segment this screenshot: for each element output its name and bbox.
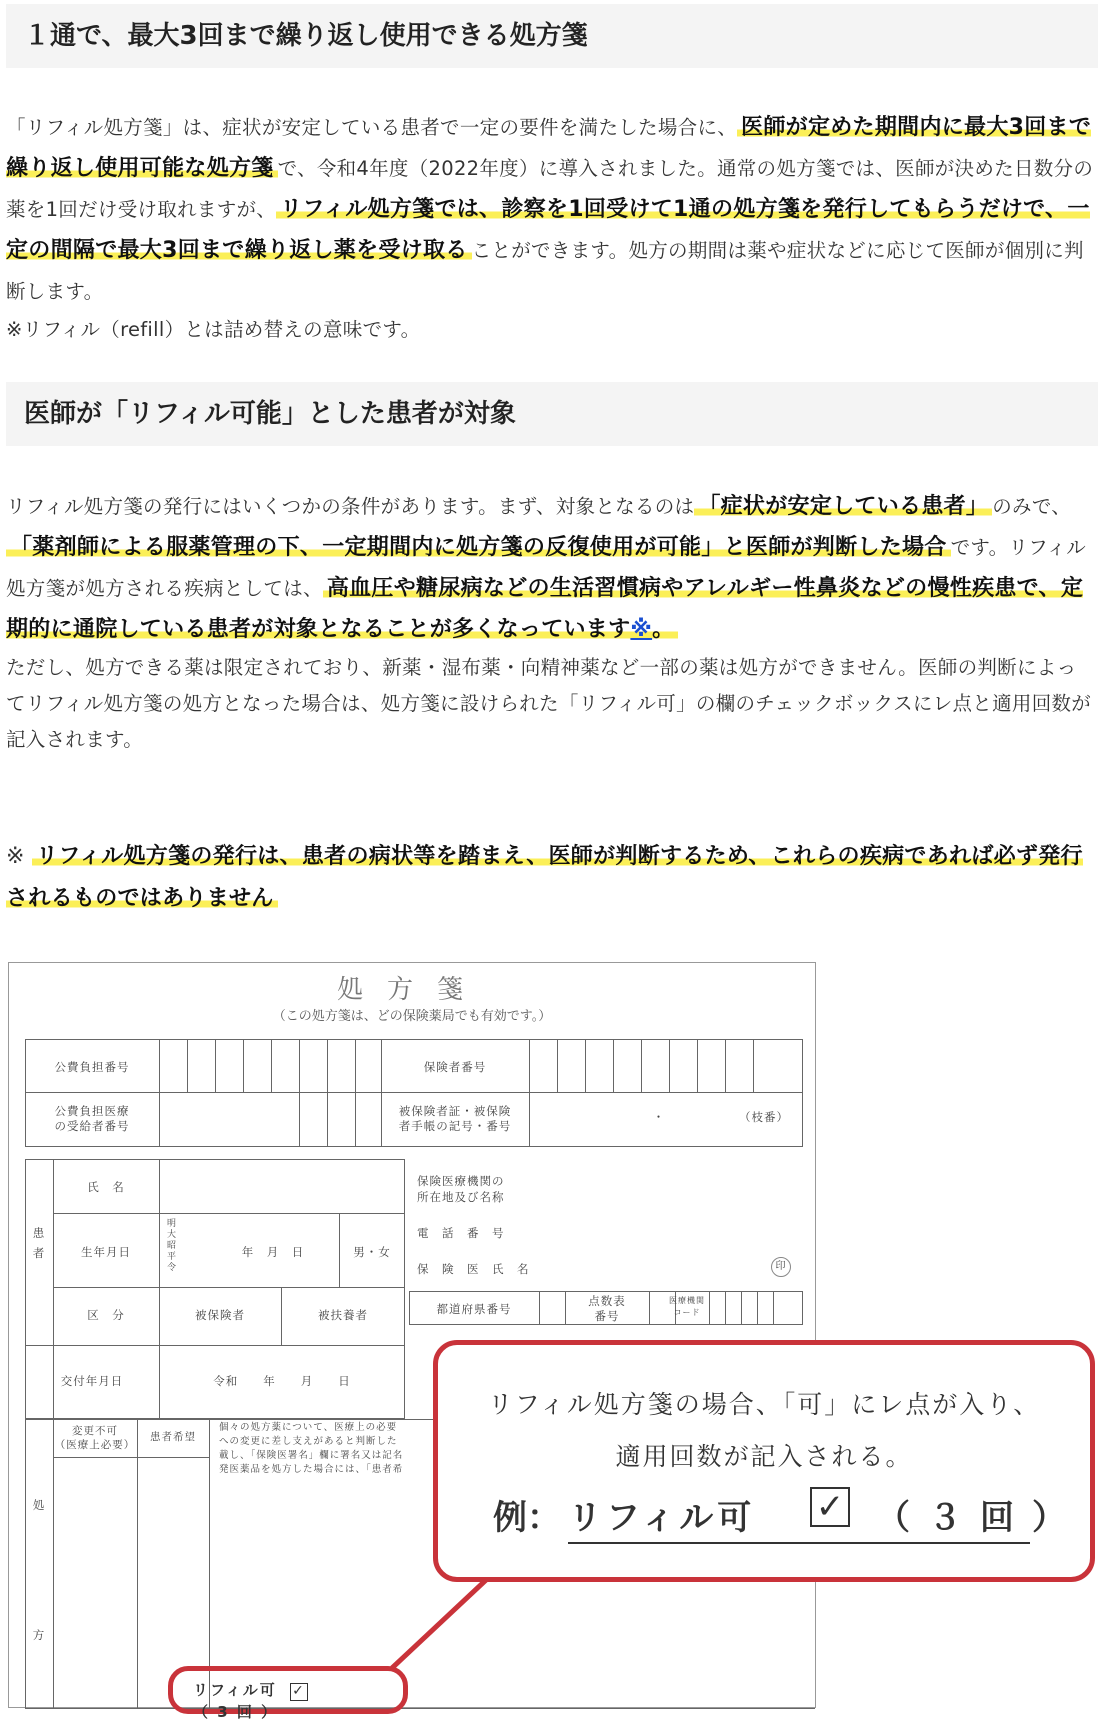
separator-dot: ・ bbox=[652, 1110, 666, 1124]
refill-small-count: （ 3 回 ） bbox=[193, 1703, 279, 1721]
callout-example-label: 例： bbox=[493, 1498, 561, 1538]
refill-small-label: リフィル可 bbox=[193, 1681, 277, 1699]
patient-request-label: 患者希望 bbox=[150, 1431, 196, 1443]
refill-small-checkbox: ✓ bbox=[290, 1683, 308, 1701]
text: 高血圧や糖尿病などの生活習慣病やアレルギー性鼻炎などの慢性疾患で、定期的に通院している患者が対象となることが多くなっています bbox=[6, 576, 1084, 642]
recipient-number-label-1: 公費負担医療 bbox=[54, 1104, 130, 1118]
rx-instruction-line: 載し、「保険医署名」欄に署名又は記名 bbox=[219, 1450, 404, 1461]
text: リフィル処方箋の発行にはいくつかの条件があります。まず、対象となるのは bbox=[6, 495, 695, 518]
check-icon: ✓ bbox=[810, 1487, 850, 1527]
section-heading-eligibility: 医師が「リフィル可能」とした患者が対象 bbox=[6, 382, 1098, 446]
text: 「リフィル処方箋」は、症状が安定している患者で一定の要件を満たした場合に、 bbox=[6, 116, 738, 139]
text: のみで、 bbox=[992, 495, 1072, 518]
rx-instruction-line: への変更に差し支えがあると判断した bbox=[219, 1436, 398, 1447]
no-change-label-2: （医療上必要） bbox=[54, 1439, 136, 1451]
rx-instruction-line: 発医薬品を処方した場合には、「患者希 bbox=[219, 1464, 404, 1475]
text: ※ bbox=[6, 844, 25, 869]
score-table-label-1: 点数表 bbox=[588, 1294, 626, 1308]
text: 。 bbox=[652, 617, 675, 642]
phone-label: 電 話 番 号 bbox=[417, 1226, 505, 1240]
institution-label-1: 保険医療機関の bbox=[417, 1174, 505, 1188]
no-change-label-1: 変更不可 bbox=[72, 1425, 118, 1437]
callout-refill-text: リフィル可 bbox=[568, 1498, 756, 1538]
refill-callout bbox=[433, 1340, 1095, 1582]
insurer-number-label: 保険者番号 bbox=[423, 1060, 487, 1074]
callout-line-1: リフィル処方箋の場合、「可」にレ点が入り、 bbox=[487, 1390, 1041, 1419]
text: です。リフィル処方箋が処方される疾病としては、 bbox=[6, 536, 1087, 600]
doctor-name-label: 保 険 医 氏 名 bbox=[417, 1262, 530, 1276]
callout-count: （３回） bbox=[876, 1498, 1084, 1538]
rx-instruction-line: 個々の処方薬について、医療上の必要 bbox=[219, 1422, 398, 1433]
highlight-text: リフィル処方箋では、診察を1回受けて1通の処方箋を発行してもらうだけで、一定の間隔で最大3回まで繰り返し薬を受け取る bbox=[6, 197, 1090, 263]
dependent-label: 被扶養者 bbox=[318, 1308, 368, 1322]
branch-number-label: （枝番） bbox=[739, 1110, 789, 1124]
connector-line bbox=[392, 1580, 486, 1668]
insured-card-label-2: 者手帳の記号・番号 bbox=[398, 1119, 512, 1133]
insured-card-label-1: 被保険者証・被保険 bbox=[398, 1104, 512, 1118]
era-labels: 明大昭平令 bbox=[166, 1219, 177, 1273]
form-subtitle: （この処方箋は、どの保険薬局でも有効です。） bbox=[272, 1009, 552, 1024]
rx-vertical-label-2: 方 bbox=[32, 1628, 46, 1642]
patient-vertical-label: 患者 bbox=[32, 1226, 46, 1260]
institution-code-label-1: 医療機関 bbox=[669, 1296, 705, 1305]
institution-code-label-2: コード bbox=[673, 1308, 701, 1317]
callout-underline bbox=[568, 1542, 1030, 1544]
sex-label: 男・女 bbox=[353, 1245, 391, 1259]
highlight-text: 医師が定めた期間内に最大3回まで繰り返し使用可能な処方箋 bbox=[6, 115, 1092, 181]
highlight-text: 「症状が安定している患者」 bbox=[694, 494, 992, 519]
restriction-text: ただし、処方できる薬は限定されており、新薬・湿布薬・向精神薬など一部の薬は処方ができません。医師の判断によってリフィル処方箋の処方となった場合は、処方箋に設けられた「リフィル可」の欄のチェックボックスにレ点と適用回数が記入されます。 bbox=[6, 656, 1092, 751]
refill-note: ※リフィル（refill）とは詰め替えの意味です。 bbox=[6, 318, 421, 341]
category-label: 区 分 bbox=[87, 1308, 125, 1322]
name-label: 氏 名 bbox=[87, 1180, 125, 1194]
ymd-label: 年 月 日 bbox=[241, 1245, 305, 1259]
birth-label: 生年月日 bbox=[81, 1245, 131, 1259]
rx-vertical-label-1: 処 bbox=[32, 1498, 46, 1512]
institution-label-2: 所在地及び名称 bbox=[417, 1190, 505, 1204]
highlight-text: リフィル処方箋の発行は、患者の病状等を踏まえ、医師が判断するため、これらの疾病であれば必ず発行されるものではありません bbox=[6, 844, 1083, 911]
public-burden-number-label: 公費負担番号 bbox=[54, 1060, 130, 1074]
form-title: 処方箋 bbox=[336, 975, 487, 1005]
callout-line-2: 適用回数が記入される。 bbox=[615, 1442, 913, 1471]
issue-date-label: 交付年月日 bbox=[60, 1374, 124, 1388]
text: ことができます。処方の期間は薬や症状などに応じて医師が個別に判断します。 bbox=[6, 239, 1084, 303]
issue-date-value: 令和 年 月 日 bbox=[213, 1374, 351, 1388]
recipient-number-label-2: の受給者番号 bbox=[54, 1119, 130, 1133]
prefecture-number-label: 都道府県番号 bbox=[436, 1302, 512, 1316]
seal-mark: 印 bbox=[771, 1257, 791, 1277]
insured-label: 被保険者 bbox=[195, 1308, 245, 1322]
score-table-label-2: 番号 bbox=[594, 1309, 620, 1323]
highlight-text: 「薬剤師による服薬管理の下、一定期間内に処方箋の反復使用が可能」と医師が判断した場合 bbox=[6, 535, 951, 560]
footnote-link[interactable]: ※ bbox=[630, 617, 653, 642]
section-heading-refill: １通で、最大3回まで繰り返し使用できる処方箋 bbox=[6, 4, 1098, 68]
text: で、令和4年度（2022年度）に導入されました。通常の処方箋では、医師が決めた日数分の薬を1回だけ受け取れますが、 bbox=[6, 157, 1094, 221]
